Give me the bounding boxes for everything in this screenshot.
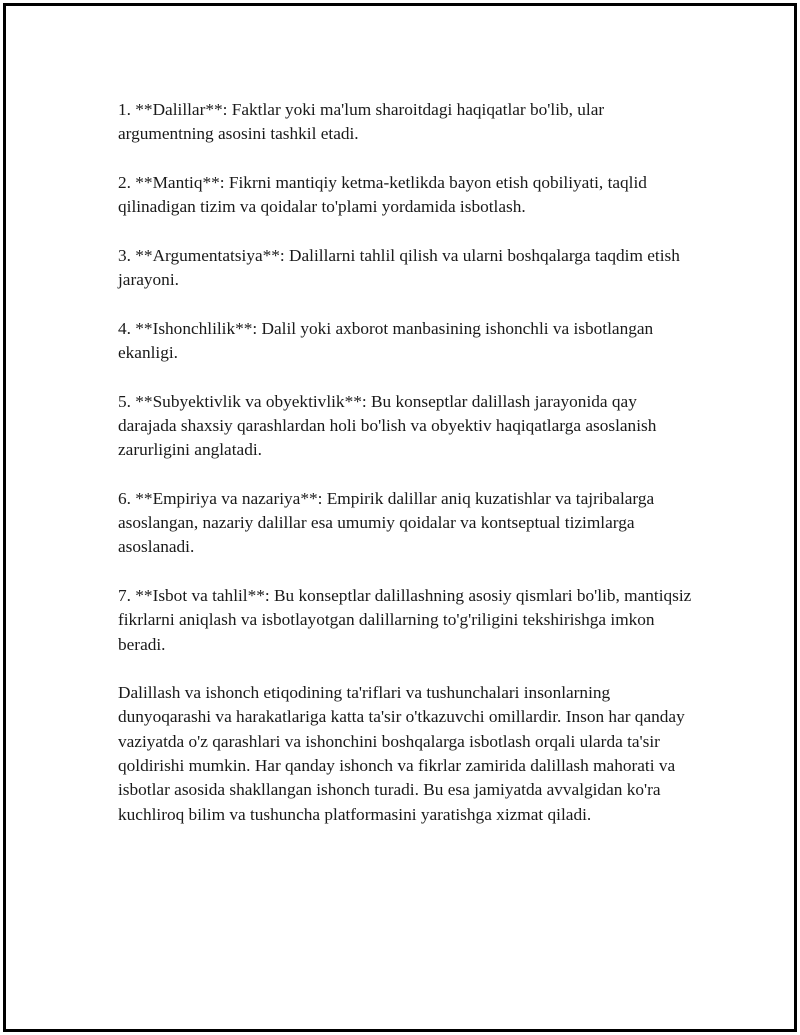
document-body xyxy=(118,98,698,851)
list-item-3: 3. **Argumentatsiya**: Dalillarni tahlil qilish va ularni boshqalarga taqdim etish jarayoni. xyxy=(118,245,680,290)
list-item-5: 5. **Subyektivlik va obyektivlik**: Bu konseptlar dalillash jarayonida qay darajada shaxsiy qarashlardan holi bo'lish va obyektiv haqiqatlarga asoslanish zarurligini anglatadi. xyxy=(118,391,657,460)
list-item-4: 4. **Ishonchlilik**: Dalil yoki axborot manbasining ishonchli va isbotlangan ekanligi. xyxy=(118,318,654,362)
list-item-6: 6. **Empiriya va nazariya**: Empirik dalillar aniq kuzatishlar va tajribalarga asoslangan, nazariy dalillar esa umumiy qoidalar va kontseptual tizimlarga asoslanadi. xyxy=(118,488,655,557)
list-item-2: 2. **Mantiq**: Fikrni mantiqiy ketma-ketlikda bayon etish qobiliyati, taqlid qilinadigan tizim va qoidalar to'plami yordamida isbotlash. xyxy=(118,172,647,217)
list-item-7: 7. **Isbot va tahlil**: Bu konseptlar dalillashning asosiy qismlari bo'lib, mantiqsiz fikrlarni aniqlash va isbotlayotgan dalillarning to'g'riligini tekshirishga imkon beradi. xyxy=(118,585,692,654)
page-frame xyxy=(3,3,797,1032)
conclusion-paragraph: Dalillash va ishonch etiqodining ta'riflari va tushunchalari insonlarning dunyoqarashi va harakatlariga katta ta'sir o'tkazuvchi omillardir. Inson har qanday vaziyatda o'z qarashlari va ishonchini boshqalarga isbotlash orqali ularda ta'sir qoldirishi mumkin. Har qanday ishonch va fikrlar zamirida dalillash mahorati va isbotlar asosida shakllangan ishonch turadi. Bu esa jamiyatda avvalgidan ko'ra kuchliroq bilim va tushuncha platformasini yaratishga xizmat qiladi. xyxy=(118,683,685,824)
list-item-1: 1. **Dalillar**: Faktlar yoki ma'lum sharoitdagi haqiqatlar bo'lib, ular argumentning asosini tashkil etadi. xyxy=(118,100,605,144)
